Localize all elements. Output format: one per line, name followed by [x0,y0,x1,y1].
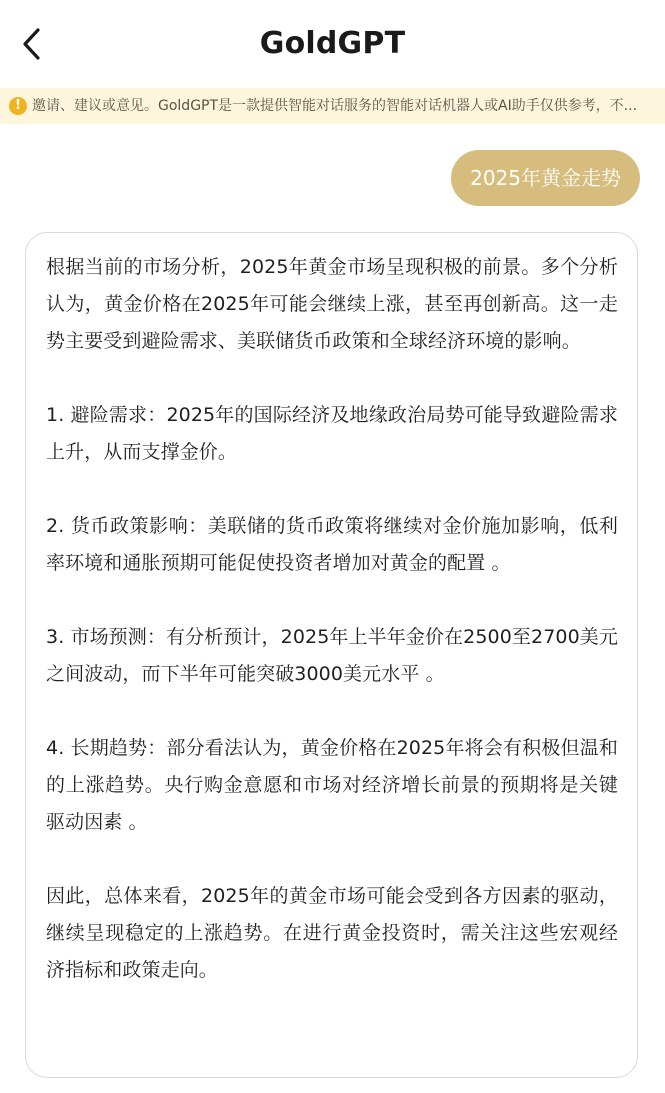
answer-point-2: 2. 货币政策影响：美联储的货币政策将继续对金价施加影响，低利率环境和通胀预期可能促使投资者增加对黄金的配置 。 [46,515,618,574]
user-message-bubble: 2025年黄金走势 [451,150,640,206]
page-title: GoldGPT [259,26,406,61]
info-icon: ! [9,97,27,115]
answer-intro: 根据当前的市场分析，2025年黄金市场呈现积极的前景。多个分析认为，黄金价格在2025年可能会继续上涨，甚至再创新高。这一走势主要受到避险需求、美联储货币政策和全球经济环境的影响。 [46,256,618,352]
paragraph-gap [46,841,618,878]
answer-point-3: 3. 市场预测：有分析预计，2025年上半年金价在2500至2700美元之间波动，而下半年可能突破3000美元水平 。 [46,626,618,685]
answer-conclusion: 因此，总体来看，2025年的黄金市场可能会受到各方因素的驱动，继续呈现稳定的上涨趋势。在进行黄金投资时，需关注这些宏观经济指标和政策走向。 [46,885,618,981]
answer-point-1: 1. 避险需求：2025年的国际经济及地缘政治局势可能导致避险需求上升，从而支撑金价。 [46,404,618,463]
assistant-answer-card [25,232,638,1078]
notice-text: 邀请、建议或意见。GoldGPT是一款提供智能对话服务的智能对话机器人或AI助手仅供参考，不... [32,98,638,114]
notice-banner [0,88,665,124]
paragraph-gap [46,360,618,397]
paragraph-gap [46,693,618,730]
app-header [0,0,665,88]
answer-point-4: 4. 长期趋势：部分看法认为，黄金价格在2025年将会有积极但温和的上涨趋势。央行购金意愿和市场对经济增长前景的预期将是关键驱动因素 。 [46,737,618,833]
paragraph-gap [46,582,618,619]
paragraph-gap [46,471,618,508]
